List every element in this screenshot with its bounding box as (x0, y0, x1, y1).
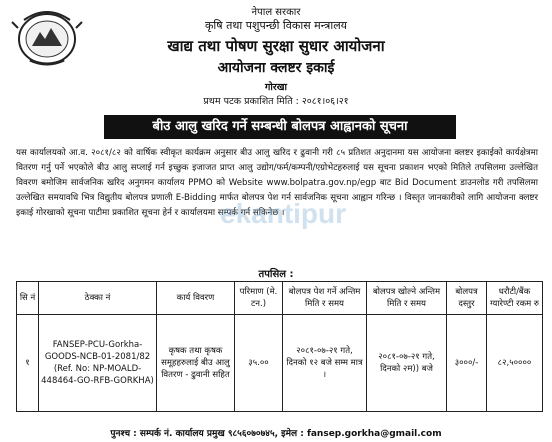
publication-date: प्रथम पटक प्रकाशित मिति : २०८१।०६।२१ (203, 96, 349, 107)
table-row (17, 315, 543, 412)
col-header-bid-security: धरौटी/बैंक ग्यारेण्टी रकम रु (487, 282, 543, 315)
col-header-fee: बोलपत्र दस्तुर (447, 282, 487, 315)
government-name: नेपाल सरकार (251, 7, 301, 18)
col-header-opening: बोलपत्र खोल्ने अन्तिम मिति र समय (367, 282, 447, 315)
cell-submission: २०८१-०७-२१ गते, दिनको १२ बजे सम्म मात्र । (283, 315, 367, 412)
schedule-table (16, 281, 543, 412)
col-header-contract: ठेक्का नं (39, 282, 157, 315)
cell-quantity: ३५.०० (235, 315, 283, 412)
table-header-row (17, 282, 543, 315)
schedule-title: तपसिल : (258, 269, 294, 280)
notice-title: बीउ आलु खरिद गर्ने सम्बन्धी बोलपत्र आह्वानको सूचना (104, 115, 456, 139)
cell-fee: ३०००/- (447, 315, 487, 412)
city-name: गोरखा (265, 82, 287, 93)
col-header-description: कार्य विवरण (157, 282, 235, 315)
cell-opening: २०८१-०७-२१ गते, दिनको २म)) बजे (367, 315, 447, 412)
project-name: खाद्य तथा पोषण सुरक्षा सुधार आयोजना (167, 37, 385, 55)
cell-sn: १ (17, 315, 39, 412)
unit-name: आयोजना क्लष्टर इकाई (217, 60, 335, 76)
cell-description: कृषक तथा कृषक समूहहरुलाई बीउ आलु वितरण - ढुवानी सहित (157, 315, 235, 412)
cell-contract: FANSEP-PCU-Gorkha-GOODS-NCB-01-2081/82 (Ref. No: NP-MOALD-448464-GO-RFB-GORKHA) (39, 315, 157, 412)
col-header-submission: बोलपत्र पेश गर्ने अन्तिम मिति र समय (283, 282, 367, 315)
col-header-sn: सि नं (17, 282, 39, 315)
notice-body: यस कार्यालयको आ.व. २०८१/८२ को वार्षिक स्वीकृत कार्यक्रम अनुसार बीउ आलु खरिद र ढुवानी गरी ८५ प्रतिशत अनुदानमा यस आयोजना क्लष्टर इकाईको कार्यक्षेत्रमा वितरण गर्नु पर्ने भएकोले बीउ आलु सप्लाई गर्न इच्छुक इजाजत प्राप्त आलु उद्योग/फर्म/कम्पनी/एग्रोभेटहरुलाई यस सूचना प्रकाशन भएको मितिले तपसिलमा उल्लेखित विवरण बमोजिम सार्वजनिक खरिद अनुगमन कार्यालय PPMO को Website www.bolpatra.gov.np/egp बाट Bid Document डाउनलोड गरी तपसिलमा उल्लेखित समयावधि भित्र विद्युतीय बोलपत्र प्रणाली E-Bidding मार्फत बोलपत्र पेश गर्न सार्वजनिक सूचना आह्वान गरिन्छ । विस्तृत जानकारीको लागि आयोजना क्लष्टर इकाई गोरखाको सूचना पाटीमा प्रकाशित सूचना हेर्न र कार्यालयमा सम्पर्क गर्न सकिनेछ । (16, 148, 538, 218)
watermark: ekantipur (220, 198, 347, 229)
ministry-name: कृषि तथा पशुपन्छी विकास मन्त्रालय (204, 19, 348, 32)
col-header-quantity: परिमाण (मे. टन.) (235, 282, 283, 315)
cell-bid-security: ८२,५०००० (487, 315, 543, 412)
footer-contact: पुनश्च : सम्पर्क नं. कार्यालय प्रमुख ९८५६०७०७४५, इमेल : fansep.gorkha@gmail.com (110, 429, 442, 439)
